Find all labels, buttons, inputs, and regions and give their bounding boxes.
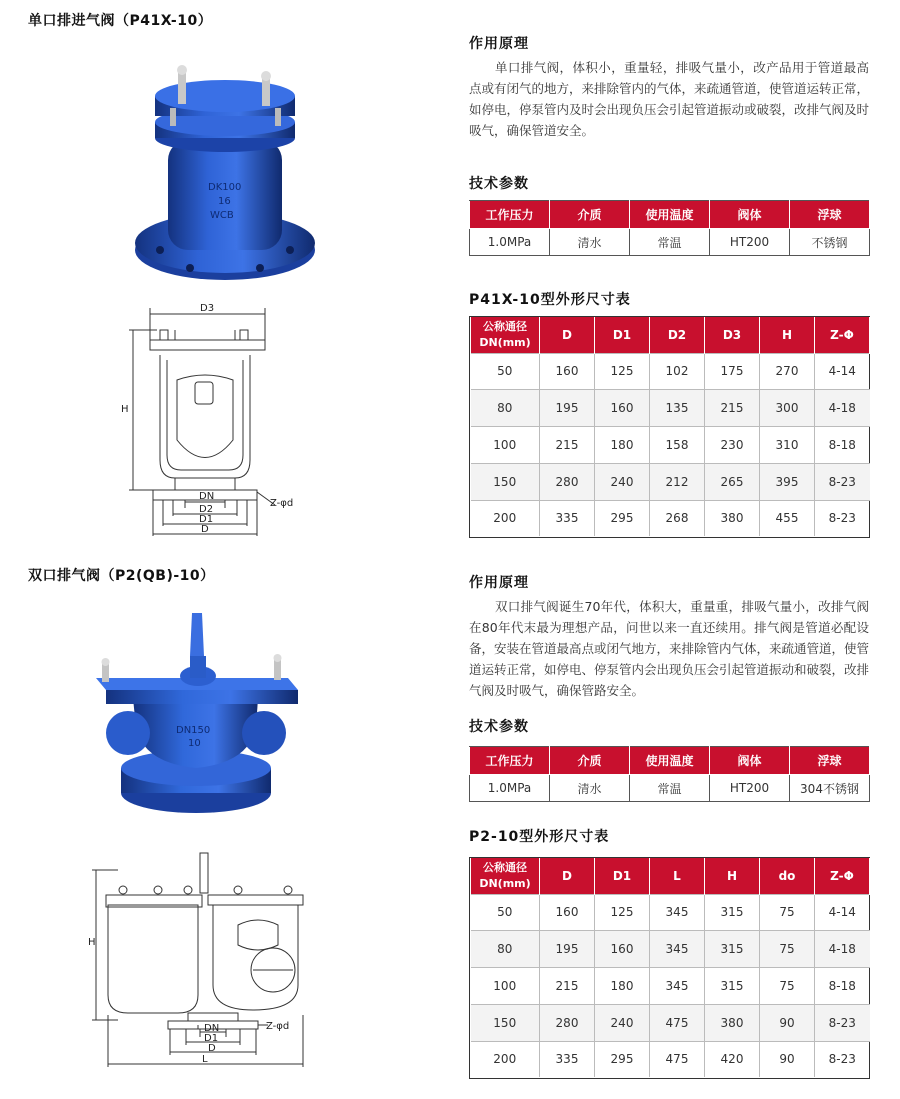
tech-value-body: HT200 (710, 775, 790, 802)
cell: 160 (595, 930, 650, 967)
product2-dim-l-label: L (202, 1054, 208, 1065)
tech-header-body: 阀体 (710, 747, 790, 775)
product1-photo (130, 60, 320, 285)
cell: 215 (705, 389, 760, 426)
cell: 158 (650, 426, 705, 463)
product1-dim-table-frame (469, 316, 870, 538)
cell: 270 (760, 353, 815, 389)
cell: 345 (650, 930, 705, 967)
table-row (471, 353, 870, 389)
table-row (471, 1004, 870, 1041)
cell: 50 (471, 353, 540, 389)
product1-dim-d2-label: D2 (199, 504, 214, 515)
cell: 90 (760, 1004, 815, 1041)
product1-tech-heading: 技术参数 (469, 176, 529, 192)
product2-dim-table (470, 858, 870, 1077)
cell: 4-18 (815, 930, 870, 967)
cell: 195 (540, 930, 595, 967)
cell: 8-18 (815, 967, 870, 1004)
tech-value-float: 304不锈钢 (790, 775, 870, 802)
cell: 300 (760, 389, 815, 426)
cell: 455 (760, 500, 815, 536)
tech-header-float: 浮球 (790, 201, 870, 229)
tech-header-float: 浮球 (790, 747, 870, 775)
table-row (471, 894, 870, 930)
product1-drawing (115, 300, 315, 540)
cell: 420 (705, 1041, 760, 1077)
product2-dim-zphi-label: Z-φd (266, 1021, 290, 1032)
product1-dim-d1-label: D1 (199, 514, 214, 525)
cell: 180 (595, 426, 650, 463)
table-row (471, 389, 870, 426)
table-row (471, 930, 870, 967)
tech-value-temperature: 常温 (630, 229, 710, 256)
product1-principle-heading: 作用原理 (469, 36, 529, 52)
table-row (471, 463, 870, 500)
cell: 75 (760, 967, 815, 1004)
product2-principle-heading: 作用原理 (469, 575, 529, 591)
product2-dim-h-label: H (88, 937, 96, 948)
cell: 315 (705, 967, 760, 1004)
cell: 240 (595, 463, 650, 500)
product1-photo-marking-3: WCB (210, 210, 234, 221)
product2-dim-heading: P2-10型外形尺寸表 (469, 829, 610, 845)
product1-dim-dn-label: DN (199, 491, 215, 502)
cell: 295 (595, 1041, 650, 1077)
cell: 345 (650, 894, 705, 930)
cell: 335 (540, 500, 595, 536)
product2-dim-dn-label: DN (204, 1023, 220, 1034)
cell: 475 (650, 1004, 705, 1041)
tech-value-medium: 清水 (550, 229, 630, 256)
product1-dim-d3-label: D3 (200, 303, 215, 314)
product1-dim-table (470, 317, 870, 536)
cell: 200 (471, 500, 540, 536)
table-row (471, 967, 870, 1004)
dim-header-d1: D1 (595, 858, 650, 894)
product1-dim-zphi-label: Z-φd (270, 498, 294, 509)
product1-dim-d-label: D (201, 524, 209, 535)
dim-header-d: D (540, 858, 595, 894)
cell: 125 (595, 894, 650, 930)
tech-header-pressure: 工作压力 (470, 201, 550, 229)
tech-value-medium: 清水 (550, 775, 630, 802)
cell: 380 (705, 1004, 760, 1041)
dim-header-d3: D3 (705, 317, 760, 353)
cell: 160 (540, 894, 595, 930)
product2-photo-marking-1: DN150 (176, 725, 211, 736)
cell: 200 (471, 1041, 540, 1077)
cell: 345 (650, 967, 705, 1004)
tech-header-medium: 介质 (550, 201, 630, 229)
cell: 8-23 (815, 463, 870, 500)
tech-value-float: 不锈钢 (790, 229, 870, 256)
cell: 240 (595, 1004, 650, 1041)
table-row (471, 426, 870, 463)
cell: 75 (760, 894, 815, 930)
tech-value-pressure: 1.0MPa (470, 229, 550, 256)
cell: 335 (540, 1041, 595, 1077)
product2-tech-heading: 技术参数 (469, 719, 529, 735)
cell: 100 (471, 426, 540, 463)
product1-photo-marking-2: 16 (218, 196, 231, 207)
product1-photo-marking-1: DK100 (208, 182, 242, 193)
dim-header-d2: D2 (650, 317, 705, 353)
cell: 230 (705, 426, 760, 463)
cell: 75 (760, 930, 815, 967)
cell: 315 (705, 930, 760, 967)
cell: 80 (471, 389, 540, 426)
tech-header-pressure: 工作压力 (470, 747, 550, 775)
product2-dim-d-label: D (208, 1043, 216, 1054)
product2-drawing (88, 845, 328, 1070)
dim-header-h: H (760, 317, 815, 353)
dim-header-d1: D1 (595, 317, 650, 353)
product2-photo (88, 608, 303, 818)
product2-tech-table (469, 746, 870, 802)
tech-header-temperature: 使用温度 (630, 747, 710, 775)
table-row (471, 500, 870, 536)
cell: 8-23 (815, 1004, 870, 1041)
cell: 50 (471, 894, 540, 930)
product1-dim-heading: P41X-10型外形尺寸表 (469, 292, 631, 308)
cell: 215 (540, 426, 595, 463)
tech-value-body: HT200 (710, 229, 790, 256)
cell: 280 (540, 463, 595, 500)
cell: 4-18 (815, 389, 870, 426)
cell: 150 (471, 463, 540, 500)
cell: 475 (650, 1041, 705, 1077)
tech-header-body: 阀体 (710, 201, 790, 229)
cell: 180 (595, 967, 650, 1004)
cell: 280 (540, 1004, 595, 1041)
cell: 125 (595, 353, 650, 389)
cell: 315 (705, 894, 760, 930)
tech-value-pressure: 1.0MPa (470, 775, 550, 802)
cell: 4-14 (815, 894, 870, 930)
cell: 100 (471, 967, 540, 1004)
product2-dim-d1-label: D1 (204, 1033, 219, 1044)
cell: 380 (705, 500, 760, 536)
product2-dim-table-frame (469, 857, 870, 1079)
cell: 102 (650, 353, 705, 389)
product1-dim-h-label: H (121, 404, 129, 415)
dim-header-zphi: Z-Φ (815, 858, 870, 894)
cell: 150 (471, 1004, 540, 1041)
cell: 160 (595, 389, 650, 426)
cell: 160 (540, 353, 595, 389)
tech-value-temperature: 常温 (630, 775, 710, 802)
product1-title: 单口排进气阀（P41X-10） (28, 13, 213, 29)
cell: 175 (705, 353, 760, 389)
dim-header-dn: 公称通径DN(mm) (471, 858, 540, 894)
cell: 8-23 (815, 500, 870, 536)
cell: 395 (760, 463, 815, 500)
cell: 8-18 (815, 426, 870, 463)
cell: 215 (540, 967, 595, 1004)
cell: 90 (760, 1041, 815, 1077)
cell: 212 (650, 463, 705, 500)
dim-header-l: L (650, 858, 705, 894)
cell: 4-14 (815, 353, 870, 389)
dim-header-do: do (760, 858, 815, 894)
product2-principle-text: 双口排气阀诞生70年代，体积大，重量重，排吸气量小，改排气阀在80年代末最为理想产品，问世以来一直还续用。排气阀是管道必配设备，安装在管道最高点或闭气地方，来排除管内气体，来疏通管道，使管道运转正常，如停电、停泵管内会出现负压会引起管道振动和破裂，改排气阀及时吸气，确保管路安全。 (469, 599, 870, 698)
dim-header-h: H (705, 858, 760, 894)
cell: 268 (650, 500, 705, 536)
product2-photo-marking-2: 10 (188, 738, 201, 749)
cell: 310 (760, 426, 815, 463)
product1-principle-text: 单口排气阀，体积小，重量轻，排吸气量小，改产品用于管道最高点或有闭气的地方，来排除管内的气体，来疏通管道，使管道运转正常，如停电，停泵管内及时会出现负压会引起管道振动或破裂，改排气阀及时吸气，确保管道安全。 (469, 60, 870, 138)
dim-header-zphi: Z-Φ (815, 317, 870, 353)
product2-title: 双口排气阀（P2(QB)-10） (28, 568, 215, 584)
cell: 8-23 (815, 1041, 870, 1077)
cell: 80 (471, 930, 540, 967)
cell: 295 (595, 500, 650, 536)
cell: 195 (540, 389, 595, 426)
cell: 265 (705, 463, 760, 500)
table-row (471, 1041, 870, 1077)
tech-header-temperature: 使用温度 (630, 201, 710, 229)
dim-header-d: D (540, 317, 595, 353)
product1-tech-table (469, 200, 870, 256)
tech-header-medium: 介质 (550, 747, 630, 775)
cell: 135 (650, 389, 705, 426)
dim-header-dn: 公称通径DN(mm) (471, 317, 540, 353)
